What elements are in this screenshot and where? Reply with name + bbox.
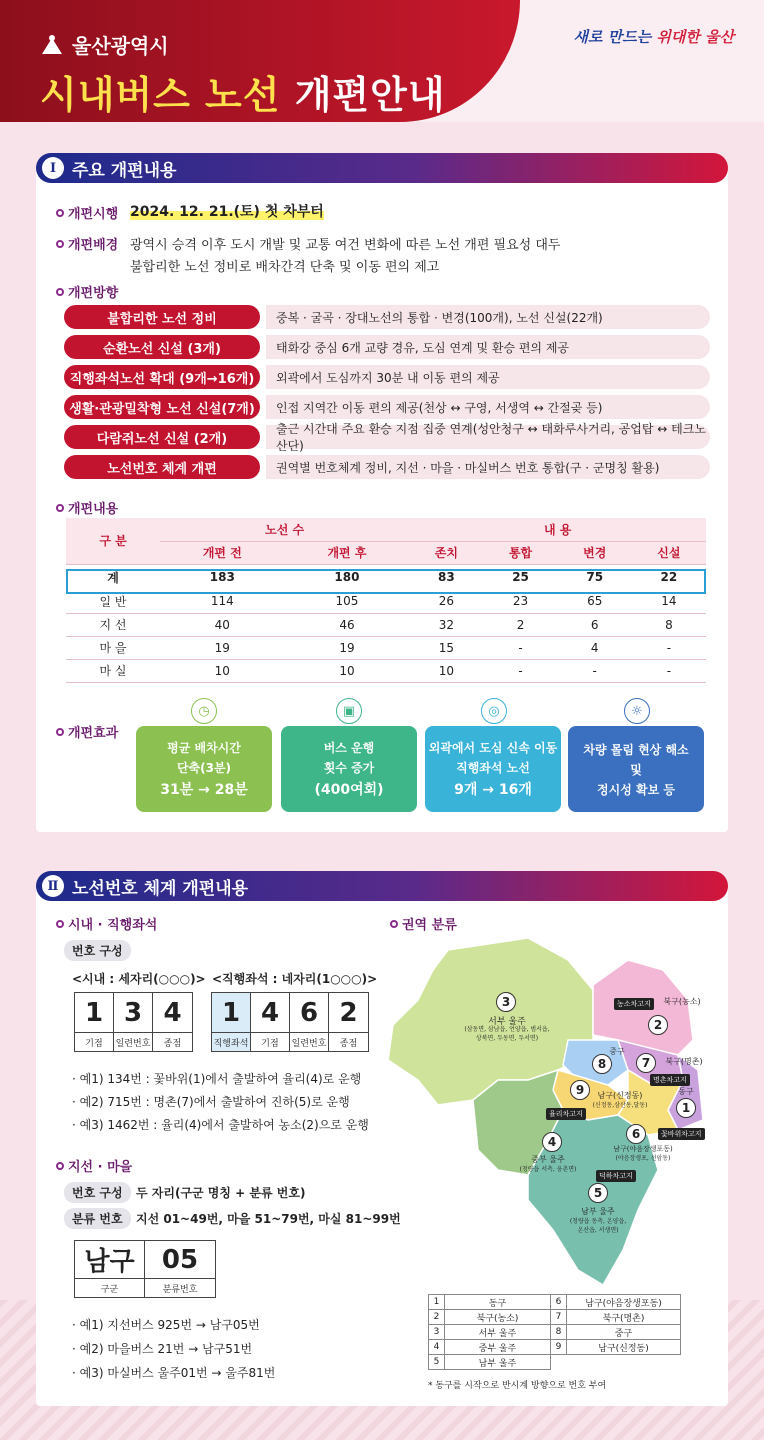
ulsan-logo-icon	[40, 34, 64, 56]
row-name: 계	[107, 570, 119, 585]
legend-name: 서부 울주	[445, 1325, 551, 1340]
digit: 3	[114, 993, 152, 1033]
region-circle: 7	[636, 1053, 656, 1073]
bullet-icon	[56, 504, 64, 512]
cell: 180	[334, 570, 360, 585]
date-value	[130, 201, 324, 221]
digit: 2	[329, 993, 368, 1033]
effect-line1: 외곽에서 도심 신속 이동	[428, 741, 558, 755]
cell: 46	[285, 613, 410, 636]
digit-caption: 종점	[163, 1038, 182, 1049]
cell: 10	[160, 659, 285, 682]
header-category: 구 분	[66, 518, 160, 564]
date-label-text: 개편시행	[68, 207, 119, 222]
direction-name: 직행좌석노선 확대 (9개→16개)	[64, 365, 260, 389]
direction-desc: 권역별 번호체계 정비, 지선 · 마을 · 마실버스 번호 통합(구 · 군명칭 활용)	[266, 455, 710, 479]
legend-note: * 동구를 시작으로 반시계 방향으로 번호 부여	[428, 1381, 607, 1391]
section1-title-bar	[36, 153, 728, 183]
digit-caption: 기점	[85, 1038, 103, 1049]
city-number-box	[74, 992, 193, 1052]
cell: -	[483, 636, 557, 659]
subheader: 신설	[632, 541, 706, 564]
effect-line3: 정시성 확보 등	[597, 782, 675, 797]
total-row-highlight	[66, 569, 706, 594]
direction-desc: 출근 시간대 주요 환승 지점 집중 연계(성안청구 ↔ 태화루사거리, 공업탑 ↔ 테크노산단)	[266, 425, 710, 449]
legend-name: 중부 울주	[445, 1340, 551, 1355]
subheader: 변경	[558, 541, 632, 564]
direction-name: 다람쥐노선 신설 (2개)	[64, 425, 260, 449]
effect-line2: 횟수 증가	[323, 761, 375, 775]
legend-num: 8	[551, 1325, 567, 1340]
route-table	[66, 518, 706, 683]
map-label: 남구(신정동)	[597, 1091, 643, 1100]
section2-roman: Ⅱ	[42, 875, 64, 897]
city-format: <시내 : 세자리(○○○)>	[72, 972, 206, 986]
map-sublabel: (야음장생포, 선암동)	[615, 1155, 671, 1162]
slogan	[573, 26, 734, 47]
branch-comp-tag: 번호 구성	[64, 1182, 131, 1203]
cell: 75	[586, 570, 604, 585]
direction-name: 순환노선 신설 (3개)	[64, 335, 260, 359]
cell: 25	[512, 570, 529, 585]
title-highlight: 시내버스 노선	[40, 73, 281, 117]
table-subheader-row	[66, 541, 706, 564]
page-title	[40, 64, 446, 119]
digit: 4	[153, 993, 192, 1033]
region-circle: 2	[648, 1015, 668, 1035]
legend-row	[429, 1355, 681, 1370]
legend-num: 2	[429, 1310, 445, 1325]
express-format: <직행좌석 : 네자리(1○○○)>	[212, 972, 378, 986]
legend-num: 6	[551, 1295, 567, 1310]
direction-name: 불합리한 노선 정비	[64, 305, 260, 329]
digit-caption: 일련번호	[291, 1038, 327, 1049]
cell: -	[632, 636, 706, 659]
effect-card	[425, 726, 561, 812]
legend-num: 1	[429, 1295, 445, 1310]
map-sublabel: (청량읍 서측, 웅촌면)	[519, 1166, 577, 1173]
table-row	[66, 636, 706, 659]
city-label-text: 시내 · 직행좌석	[68, 918, 158, 933]
branch-label-text: 지선 · 마을	[68, 1160, 133, 1175]
digit-cell	[145, 1241, 215, 1297]
legend-num: 4	[429, 1340, 445, 1355]
digit: 1	[75, 993, 113, 1033]
region-circle: 5	[588, 1183, 608, 1203]
subheader: 통합	[483, 541, 557, 564]
content-label-text: 개편내용	[68, 502, 119, 517]
legend-name: 중구	[567, 1325, 681, 1340]
digit-caption: 직행좌석	[213, 1038, 249, 1049]
subheader: 존치	[409, 541, 483, 564]
cell: 22	[660, 570, 678, 585]
cell: 6	[558, 613, 632, 636]
effect-card	[281, 726, 417, 812]
cell: 183	[209, 570, 235, 585]
clock-icon: ◷	[191, 698, 217, 724]
legend-num: 3	[429, 1325, 445, 1340]
branch-class-tag: 분류 번호	[64, 1208, 131, 1229]
effect-card	[568, 726, 704, 812]
express-number-box	[211, 992, 369, 1052]
cell: 14	[632, 590, 706, 613]
section2-title-bar	[36, 871, 728, 901]
digit-cell	[329, 993, 368, 1051]
bg-label-text: 개편배경	[68, 238, 119, 253]
city-example: · 예3) 1462번 : 율리(4)에서 출발하여 농소(2)으로 운행	[72, 1118, 369, 1132]
digit-cell	[75, 993, 114, 1051]
effect-line2: 직행좌석 노선	[456, 761, 530, 775]
cell: 26	[409, 590, 483, 613]
date-value-text: 2024. 12. 21.(토) 첫 차부터	[130, 204, 324, 220]
digit: 6	[290, 993, 328, 1033]
cell: -	[558, 659, 632, 682]
region-circle: 8	[592, 1054, 612, 1074]
direction-label	[56, 282, 118, 301]
slogan-a: 새로 만드는	[573, 28, 652, 46]
direction-name: 노선번호 체계 개편	[64, 455, 260, 479]
bullet-icon	[56, 240, 64, 248]
cell: 4	[558, 636, 632, 659]
cell: 2	[483, 613, 557, 636]
direction-row	[64, 365, 710, 389]
direction-desc: 중복 · 굴곡 · 장대노선의 통합 · 변경(100개), 노선 신설(22개)	[266, 305, 710, 329]
subheader: 개편 전	[160, 541, 285, 564]
city-express-label	[56, 914, 157, 933]
cell: -	[483, 659, 557, 682]
legend-num: 7	[551, 1310, 567, 1325]
cell: 19	[285, 636, 410, 659]
map-label: 북구(농소)	[663, 997, 701, 1006]
legend-name: 남구(신정동)	[567, 1340, 681, 1355]
map-label: 중부 울주	[531, 1155, 565, 1164]
direction-row	[64, 422, 710, 453]
legend-name: 북구(농소)	[445, 1310, 551, 1325]
number-composition-tag: 번호 구성	[64, 940, 131, 961]
bulb-icon: ☼	[624, 698, 650, 724]
direction-name: 생활·관광밀착형 노선 신설(7개)	[64, 395, 260, 419]
effect-line2: 및	[630, 762, 642, 777]
branch-example: · 예3) 마실버스 울주01번 → 울주81번	[72, 1366, 276, 1380]
direction-row	[64, 395, 710, 419]
cell: -	[632, 659, 706, 682]
map-label: 북구(명촌)	[665, 1057, 703, 1066]
region-circle: 1	[676, 1098, 696, 1118]
row-name: 지 선	[66, 613, 160, 636]
table-header-row	[66, 518, 706, 541]
region-legend	[428, 1294, 681, 1370]
digit-caption: 분류번호	[162, 1284, 198, 1295]
legend-num: 9	[551, 1340, 567, 1355]
legend-empty	[551, 1355, 567, 1370]
row-name: 일 반	[66, 590, 160, 613]
section2-title: 노선번호 체계 개편내용	[72, 878, 249, 899]
region-circle: 3	[496, 992, 516, 1012]
branch-example: · 예1) 지선버스 925번 → 남구05번	[72, 1318, 260, 1332]
depot-label: 명촌차고지	[650, 1074, 690, 1086]
digit: 1	[212, 993, 250, 1033]
date-label	[56, 203, 118, 222]
bullet-icon	[390, 920, 398, 928]
digit-cell	[251, 993, 290, 1051]
legend-name: 남구(야음장생포동)	[567, 1295, 681, 1310]
legend-row	[429, 1310, 681, 1325]
row-name: 마 을	[66, 636, 160, 659]
effect-line3: 9개 → 16개	[454, 782, 532, 798]
depot-label: 농소차고지	[614, 998, 654, 1010]
header-content: 내 용	[409, 518, 706, 541]
cell: 114	[160, 590, 285, 613]
background-line2: 불합리한 노선 정비로 배차간격 단축 및 이동 편의 제고	[130, 260, 440, 275]
effect-line2: 단축(3분)	[176, 761, 232, 775]
target-icon: ◎	[481, 698, 507, 724]
cell: 15	[409, 636, 483, 659]
direction-row	[64, 305, 710, 329]
depot-label: 율리차고지	[546, 1108, 586, 1120]
digit-cell	[212, 993, 251, 1051]
region-label-text: 권역 분류	[402, 918, 457, 933]
cell: 105	[285, 590, 410, 613]
effect-card	[136, 726, 272, 812]
table-row	[66, 613, 706, 636]
legend-row	[429, 1295, 681, 1310]
legend-name: 남부 울주	[445, 1355, 551, 1370]
bullet-icon	[56, 1162, 64, 1170]
effect-line1: 차량 몰림 현상 해소	[583, 742, 689, 757]
direction-desc: 외곽에서 도심까지 30분 내 이동 편의 제공	[266, 365, 710, 389]
cell: 8	[632, 613, 706, 636]
cell: 83	[438, 570, 455, 585]
branch-number-box	[74, 1240, 216, 1298]
legend-num: 5	[429, 1355, 445, 1370]
map-label: 서부 울주	[488, 1017, 526, 1027]
background-line1: 광역시 승격 이후 도시 개발 및 교통 여건 변화에 따른 노선 개편 필요성 대두	[130, 238, 561, 253]
background-label	[56, 234, 118, 253]
branch-class: 지선 01~49번, 마을 51~79번, 마실 81~99번	[136, 1212, 401, 1226]
effect-line3: 31분 → 28분	[160, 782, 248, 798]
bullet-icon	[56, 209, 64, 217]
effect-line3: (400여회)	[314, 782, 384, 798]
map-label: 동구	[678, 1087, 694, 1096]
direction-row	[64, 455, 710, 479]
depot-label: 덕하차고지	[596, 1170, 636, 1182]
map-sublabel: (신정동,삼산동,달동)	[592, 1102, 648, 1109]
map-label: 남구(야음장생포동)	[613, 1145, 673, 1153]
digit: 남구	[75, 1241, 144, 1279]
section1-roman: Ⅰ	[42, 157, 64, 179]
legend-row	[429, 1340, 681, 1355]
direction-desc: 태화강 중심 6개 교량 경유, 도심 연계 및 환승 편의 제공	[266, 335, 710, 359]
digit-cell	[114, 993, 153, 1051]
section1-title: 주요 개편내용	[72, 160, 177, 181]
cell: 19	[160, 636, 285, 659]
effect-label-text: 개편효과	[68, 726, 119, 741]
legend-row	[429, 1325, 681, 1340]
header-routes: 노선 수	[160, 518, 409, 541]
table-row	[66, 659, 706, 682]
map-sublabel: (청량읍 동측, 온양읍, 온산읍, 서생면)	[569, 1218, 627, 1234]
map-sublabel: (삼동면, 삼남읍, 언양읍, 범서읍, 상북면, 두동면, 두서면)	[464, 1026, 550, 1042]
digit: 4	[251, 993, 289, 1033]
effect-label	[56, 722, 118, 741]
bullet-icon	[56, 288, 64, 296]
digit-caption: 기점	[261, 1038, 279, 1049]
bullet-icon	[56, 920, 64, 928]
dir-label-text: 개편방향	[68, 286, 119, 301]
bullet-icon	[56, 728, 64, 736]
content-label	[56, 498, 118, 517]
direction-desc: 인접 지역간 이동 편의 제공(천상 ↔ 구영, 서생역 ↔ 간절곶 등)	[266, 395, 710, 419]
city-logo	[40, 30, 169, 59]
legend-name: 북구(명촌)	[567, 1310, 681, 1325]
legend-name: 동구	[445, 1295, 551, 1310]
city-example: · 예2) 715번 : 명촌(7)에서 출발하여 진하(5)로 운행	[72, 1095, 350, 1109]
digit-cell	[153, 993, 192, 1051]
city-name: 울산광역시	[72, 34, 169, 58]
digit-caption: 구군	[100, 1284, 119, 1295]
branch-comp: 두 자리(구군 명칭 + 분류 번호)	[136, 1186, 306, 1200]
digit: 05	[145, 1241, 215, 1279]
branch-label	[56, 1156, 132, 1175]
digit-caption: 종점	[339, 1038, 358, 1049]
direction-row	[64, 335, 710, 359]
row-name: 마 실	[66, 659, 160, 682]
cell: 10	[285, 659, 410, 682]
map-label: 남부 울주	[581, 1207, 615, 1216]
cell: 65	[558, 590, 632, 613]
region-circle: 4	[542, 1132, 562, 1152]
digit-cell	[75, 1241, 145, 1297]
subheader: 개편 후	[285, 541, 410, 564]
region-circle: 9	[570, 1080, 590, 1100]
cell: 10	[409, 659, 483, 682]
bus-icon: ▣	[336, 698, 362, 724]
legend-empty	[567, 1355, 681, 1370]
digit-caption: 일련번호	[115, 1038, 151, 1049]
slogan-b: 위대한 울산	[656, 28, 734, 46]
digit-cell	[290, 993, 329, 1051]
map-label: 중구	[609, 1047, 625, 1056]
header	[0, 0, 764, 122]
cell: 23	[483, 590, 557, 613]
cell: 32	[409, 613, 483, 636]
effect-line1: 평균 배차시간	[167, 741, 241, 755]
city-example: · 예1) 134번 : 꽃바위(1)에서 출발하여 율리(4)로 운행	[72, 1072, 362, 1086]
depot-label: 꽃바위차고지	[658, 1128, 705, 1140]
cell: 40	[160, 613, 285, 636]
effect-line1: 버스 운행	[323, 741, 375, 755]
region-circle: 6	[626, 1124, 646, 1144]
title-rest: 개편안내	[294, 73, 446, 117]
branch-example: · 예2) 마을버스 21번 → 남구51번	[72, 1342, 253, 1356]
